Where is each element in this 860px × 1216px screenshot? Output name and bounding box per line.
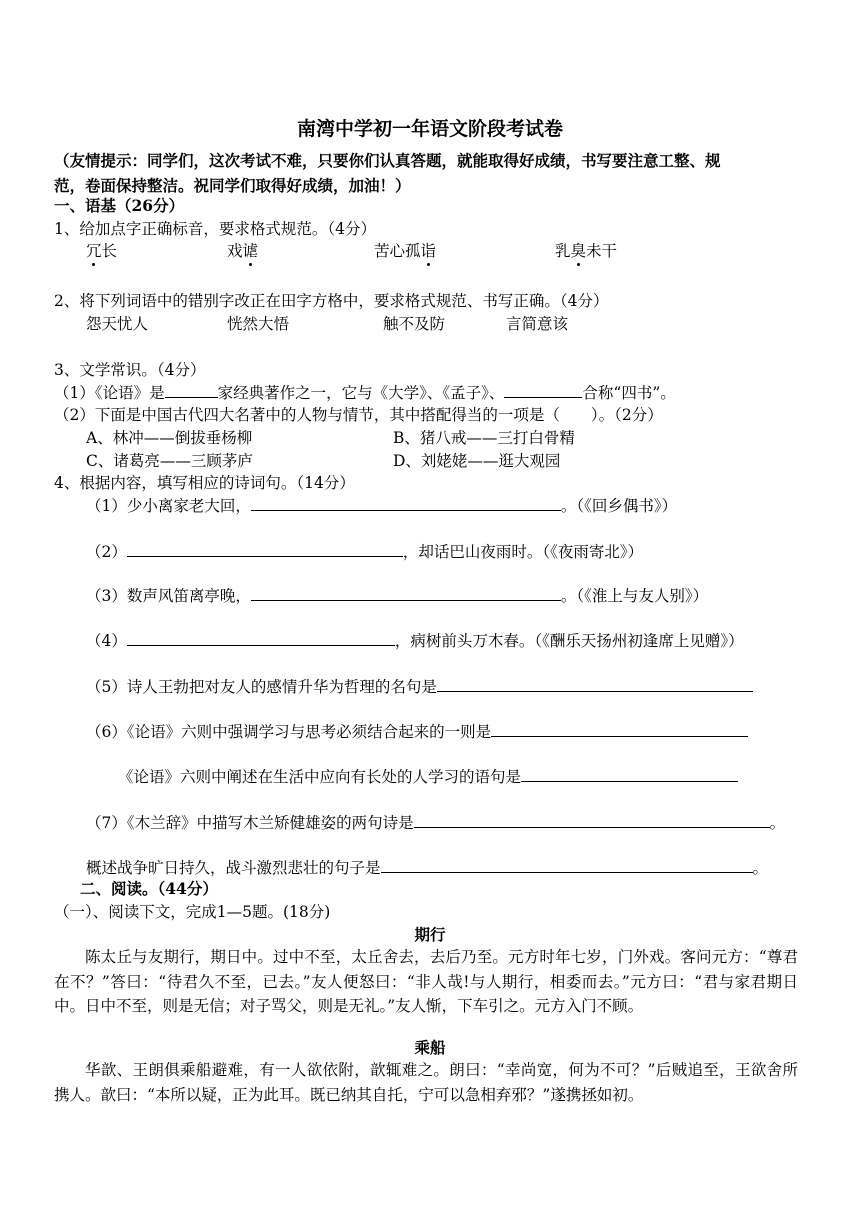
passage-2-title: 乘船 [414,1038,446,1057]
word-rest: 未干 [586,242,618,260]
q4-line-5 [86,676,753,697]
section-2-heading: 二、阅读。（44分） [80,879,218,898]
q3-item-1 [54,382,676,403]
q4-text: ，病树前头万木春。（《酬乐天扬州初逢席上见赠》） [394,632,744,650]
q4-line-6 [86,721,748,742]
q3-item-1-text: 合称“四书”。 [582,384,676,402]
q4-prompt: 4、根据内容，填写相应的诗词句。（14分） [54,474,355,492]
q4-text: （7）《木兰辞》中描写木兰矫健雄姿的两句诗是 [86,814,414,832]
tip-line-2: 范，卷面保持整洁。祝同学们取得好成绩，加油！） [54,176,411,195]
dotted-char: 臭 [570,242,587,260]
q3-prompt: 3、文学常识。（4分） [54,361,206,379]
answer-blank[interactable] [414,812,770,828]
option-a: A、林冲——倒拔垂杨柳 [86,429,253,447]
q4-text: （1）少小离家老大回， [86,497,251,515]
q4-text: 概述战争旷日持久，战斗激烈悲壮的句子是 [86,859,381,877]
answer-blank[interactable] [491,721,748,737]
q2-word-1: 怨天忧人 [86,315,149,333]
q4-line-6b [118,766,738,787]
q3-item-2: （2）下面是中国古代四大名著中的人物与情节，其中搭配得当的一项是（ ）。（2分） [54,406,663,424]
q4-text: （5）诗人王勃把对友人的感情升华为哲理的名句是 [86,678,437,696]
exam-title: 南湾中学初一年语文阶段考试卷 [296,118,563,140]
q4-line-4 [86,630,744,651]
option-c: C、诸葛亮——三顾茅庐 [86,452,253,470]
q2-word-2: 恍然大悟 [227,315,290,333]
word-rest: 长 [101,242,118,260]
q4-text: 。 [769,814,786,832]
answer-blank[interactable] [251,585,561,601]
passage-1-title: 期行 [414,925,446,944]
q2-prompt: 2、将下列词语中的错别字改正在田字方格中，要求格式规范、书写正确。（4分） [54,292,609,310]
q4-line-7 [86,812,785,833]
q4-line-1 [86,495,677,516]
section-1-heading: 一、语基（26分） [54,196,185,215]
option-d: D、刘姥姥——逛大观园 [393,452,561,470]
q4-text: 。 [752,859,769,877]
q4-text: （6）《论语》六则中强调学习与思考必须结合起来的一则是 [86,723,492,741]
q1-word-4 [555,241,617,261]
q1-word-1 [86,241,117,261]
answer-blank[interactable] [521,766,738,782]
reading-intro: （一）、阅读下文，完成1—5题。(18分) [54,903,331,921]
answer-blank[interactable] [437,676,753,692]
q1-prompt: 1、给加点字正确标音，要求格式规范。（4分） [54,220,376,238]
q1-word-3 [374,241,436,261]
q3-item-1-text: 家经典著作之一，它与《大学》、《孟子》、 [217,384,505,402]
q4-text: （3）数声风笛离亭晚， [86,587,251,605]
answer-blank[interactable] [127,541,403,557]
answer-blank[interactable] [165,382,218,398]
answer-blank[interactable] [504,382,582,398]
word-rest: 苦心孤 [374,242,421,260]
q4-text: （2） [86,543,127,561]
passage-2-text: 华歆、王朗俱乘船避难，有一人欲依附，歆辄难之。朗曰：“幸尚宽，何为不可？”后贼追至，王欲舍所携人。歆曰：“本所以疑，正为此耳。既已纳其自托，宁可以急相弃邪？”遂携拯如初。 [54,1061,798,1104]
dotted-char: 冗 [86,242,102,260]
word-rest: 乳 [555,242,571,260]
q1-word-2 [227,241,258,261]
q4-text: 《论语》六则中阐述在生活中应向有长处的人学习的语句是 [118,768,522,786]
answer-blank[interactable] [251,495,561,511]
q4-line-8 [86,857,768,878]
answer-blank[interactable] [381,857,753,873]
word-rest: 戏 [227,242,243,260]
q4-text: （4） [86,632,127,650]
dotted-char: 诣 [420,242,437,260]
q2-word-4: 言简意该 [506,315,569,333]
q4-text: 。（《回乡偶书》） [560,497,678,515]
tip-line-1: （友情提示：同学们，这次考试不难，只要你们认真答题，就能取得好成绩，书写要注意工整、规 [54,151,721,170]
q2-word-3: 触不及防 [383,315,446,333]
option-b: B、猪八戒——三打白骨精 [393,429,575,447]
q4-line-2 [86,541,643,562]
q4-text: ，却话巴山夜雨时。（《夜雨寄北》） [402,543,644,561]
q3-item-1-text: （1）《论语》是 [54,384,165,402]
answer-blank[interactable] [127,630,395,646]
passage-1-text: 陈太丘与友期行，期日中。过中不至，太丘舍去，去后乃至。元方时年七岁，门外戏。客问元方：“尊君在不？”答曰：“待君久不至，已去。”友人便怒曰：“非人哉!与人期行，相委而去。”元方曰：“君与家君期日中。日中不至，则是无信；对子骂父，则是无礼。”友人惭，下车引之。元方入门不顾。 [54,948,798,1015]
q4-text: 。（《淮上与友人别》） [560,587,709,605]
dotted-char: 谑 [242,242,259,260]
q4-line-3 [86,585,708,606]
